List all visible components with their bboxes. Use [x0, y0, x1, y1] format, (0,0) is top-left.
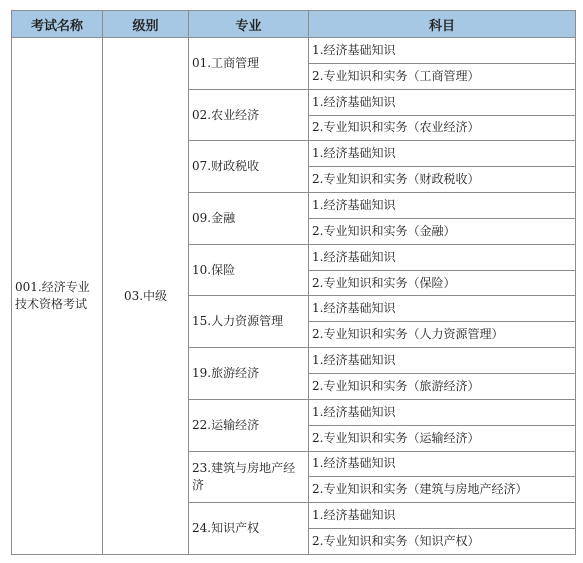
exam-subjects-table — [11, 10, 576, 555]
subject-cell: 2.专业知识和实务（农业经济） — [309, 115, 576, 141]
exam-name-cell: 001.经济专业技术资格考试 — [12, 38, 103, 555]
subject-cell: 2.专业知识和实务（旅游经济） — [309, 373, 576, 399]
subject-cell: 1.经济基础知识 — [309, 296, 576, 322]
subject-cell: 2.专业知识和实务（保险） — [309, 270, 576, 296]
header-level: 级别 — [103, 11, 189, 38]
level-cell: 03.中级 — [103, 38, 189, 555]
subject-cell: 2.专业知识和实务（金融） — [309, 218, 576, 244]
subject-cell: 1.经济基础知识 — [309, 141, 576, 167]
subject-cell: 2.专业知识和实务（工商管理） — [309, 63, 576, 89]
major-cell: 15.人力资源管理 — [189, 296, 309, 348]
subject-cell: 2.专业知识和实务（建筑与房地产经济） — [309, 477, 576, 503]
major-cell: 22.运输经济 — [189, 399, 309, 451]
header-row — [12, 11, 576, 38]
subject-cell: 1.经济基础知识 — [309, 503, 576, 529]
subject-cell: 1.经济基础知识 — [309, 193, 576, 219]
major-cell: 10.保险 — [189, 244, 309, 296]
subject-cell: 2.专业知识和实务（财政税收） — [309, 167, 576, 193]
major-cell: 09.金融 — [189, 193, 309, 245]
major-cell: 07.财政税收 — [189, 141, 309, 193]
major-cell: 01.工商管理 — [189, 38, 309, 90]
header-major: 专业 — [189, 11, 309, 38]
subject-cell: 1.经济基础知识 — [309, 399, 576, 425]
subject-cell: 1.经济基础知识 — [309, 451, 576, 477]
major-cell: 24.知识产权 — [189, 503, 309, 555]
subject-cell: 1.经济基础知识 — [309, 38, 576, 64]
major-cell: 23.建筑与房地产经济 — [189, 451, 309, 503]
subject-cell: 2.专业知识和实务（知识产权） — [309, 529, 576, 555]
subject-cell: 1.经济基础知识 — [309, 348, 576, 374]
table-row — [12, 38, 576, 64]
major-cell: 19.旅游经济 — [189, 348, 309, 400]
major-cell: 02.农业经济 — [189, 89, 309, 141]
header-subject: 科目 — [309, 11, 576, 38]
subject-cell: 1.经济基础知识 — [309, 244, 576, 270]
subject-cell: 2.专业知识和实务（人力资源管理） — [309, 322, 576, 348]
header-exam-name: 考试名称 — [12, 11, 103, 38]
subject-cell: 1.经济基础知识 — [309, 89, 576, 115]
subject-cell: 2.专业知识和实务（运输经济） — [309, 425, 576, 451]
